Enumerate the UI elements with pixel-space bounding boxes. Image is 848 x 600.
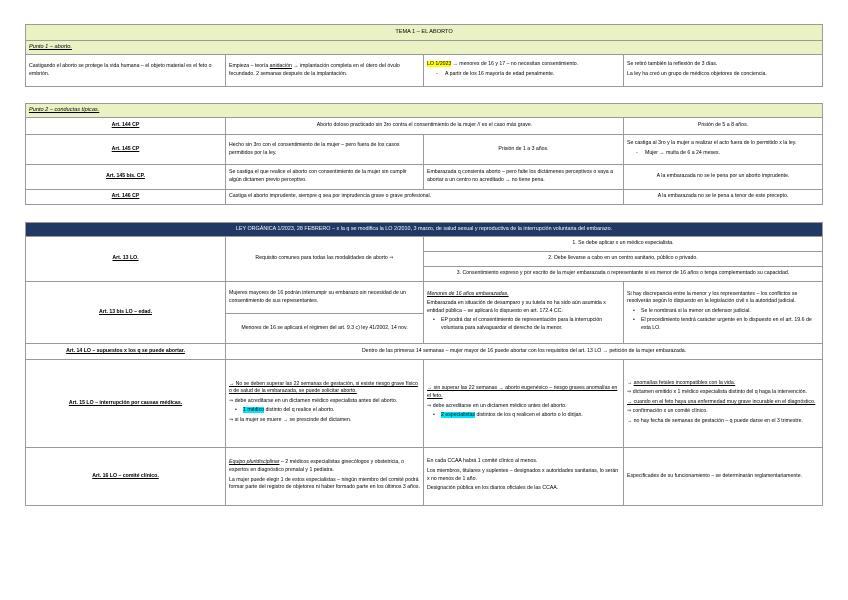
anidacion-term: anidación xyxy=(269,62,292,69)
art-13bis-discrepancia-cell xyxy=(624,282,823,344)
art-15-label: Art. 15 LO – interrupción por causas médicas. xyxy=(26,360,226,448)
art-16-miembros: Los miembros, titulares y suplentes – designados x autoridades sanitarias, lo serán x no menos de 1 año. xyxy=(427,467,619,482)
lo-2023-text: → menores de 16 y 17 – no necesitan consentimiento. xyxy=(451,60,579,67)
art-13bis-menores16: Menores de 16 se aplicará el régimen del art. 9.3 c) ley 41/2002, 14 nov. xyxy=(226,314,424,344)
aborto-definition-cell xyxy=(26,55,226,87)
art-16-mid xyxy=(424,448,624,506)
tema-title: TEMA 1 – EL ABORTO xyxy=(26,25,823,41)
art-145bis-right: A la embarazada no se le pena por un aborto imprudente. xyxy=(624,165,823,190)
ley-heading: LEY ORGÁNICA 1/2023, 28 FEBRERO – x la q se modifica la LO 2/2010, 3 marzo, de salud sexual y reproductiva de la interrupción voluntaria del embarazo. xyxy=(26,223,823,237)
reflexion-text: Se retiró también la reflexión de 3 días. xyxy=(627,60,718,67)
art-15-arrow: → xyxy=(627,379,634,386)
art-145-label: Art. 145 CP xyxy=(26,135,226,165)
art-15-especialistas-highlight: 2 especialistas xyxy=(441,412,476,419)
objetores-text: La ley ha creó un grupo de médicos objetores de conciencia. xyxy=(627,70,767,77)
art-15-right xyxy=(624,360,823,448)
art-16-ccaa: En cada CCAA habrá 1 comité clínico al menos. xyxy=(427,458,538,465)
ley-block xyxy=(25,222,822,506)
art-13bis-procedimiento: • El procedimiento tendrá carácter urgente en lo dispuesto en el art. 19.6 de esta LO. xyxy=(627,317,819,332)
anidacion-pre: Empieza – teoría xyxy=(229,62,270,69)
art-15-eugenesico: → sin superar las 22 semanas → aborto eugenésico – riesgo graves anomalías en el feto. xyxy=(427,385,618,399)
art-145-multa: - Mujer → multa de 6 a 24 meses. xyxy=(627,150,819,158)
anidacion-post: → implantación completa en el útero del óvulo fecundado. 2 semanas después de la implantación. xyxy=(229,62,400,77)
art-16-label: Art. 16 LO – comité clínico. xyxy=(26,448,226,506)
punto2-heading: Punto 2 – conductas típicas. xyxy=(26,104,823,118)
art-13-item: 2. Debe llevarse a cabo en un centro sanitario, público o privado. xyxy=(424,252,823,267)
art-15-left xyxy=(226,360,424,448)
punto1-heading: Punto 1 – aborto. xyxy=(26,41,823,55)
art-13-text: Requisito comunes para todas las modalidades de aborto ⇒ xyxy=(226,237,424,282)
art-146-text: Castiga el aborto imprudente, siempre q sea por imprudencia grave o grave profesional. xyxy=(226,190,624,205)
art-145-text: Hecho sin 3ro con el consentimiento de la mujer – pero fuera de los casos permitidos por la ley. xyxy=(226,135,424,165)
art-146-label: Art. 146 CP xyxy=(26,190,226,205)
tema-block xyxy=(25,24,822,87)
art-13bis-label: Art. 13 bis LO – edad. xyxy=(26,282,226,344)
art-145-right xyxy=(624,135,823,165)
art-144-pena: Prisión de 5 a 8 años. xyxy=(624,118,823,135)
art-15-muerte: ⇒ si la mujer se muere → se prescinde del dictamen. xyxy=(229,416,352,423)
art-145-right-text: Se castiga al 3ro y la mujer a realizar el acto fuera de lo permitido x la ley. xyxy=(627,139,797,146)
art-14-label: Art. 14 LO – supuestos x los q se puede abortar. xyxy=(26,344,226,360)
art-13bis-menores-heading: Menores de 16 años embarazadas. xyxy=(427,290,509,297)
anidacion-cell xyxy=(226,55,424,87)
art-13bis-ep: • EP podrá dar el consentimiento de representación para la interrupción voluntaria para salvaguardar el derecho de la menor. xyxy=(427,317,620,332)
art-145bis-mid: Embarazada q consienta aborto – pero falte los dictámenes perceptivos o vaya a abortar a un centro no acreditado → no tiene pena. xyxy=(424,165,624,190)
art-144-text: Aborto doloso practicado sin 3ro contra el consentimiento de la mujer // es el caso más grave. xyxy=(226,118,624,135)
art-13bis-discrepancia: Si hay discrepancia entre la menor y los representantes – los conflictos se resolverán según lo dispuesto en la legislación civil x la autoridad judicial. xyxy=(627,290,798,305)
art-16-right: Especificades de su funcionamiento – se determinarán reglamentariamente. xyxy=(624,448,823,506)
art-15-mid xyxy=(424,360,624,448)
art-15-enfermedad: → cuando en el feto haya una enfermedad muy grave incurable en el diagnóstico. xyxy=(627,398,816,405)
art-15-anomalias: anomalías fetales incompatibles con la vida. xyxy=(633,379,736,386)
art-13bis-mayores: Mujeres mayores de 16 podrán interrumpir su embarazo sin necesidad de un consentimiento de sus representantes. xyxy=(226,282,424,314)
art-16-equipo: Equipo pluridisciplinar xyxy=(229,459,280,466)
art-14-text: Dentro de las primeras 14 semanas – mujer mayor de 16 puede abortar con los requisitos del art. 13 LO → petición de la mujer embarazada. xyxy=(226,344,823,360)
punto2-block xyxy=(25,103,822,205)
art-15-especialistas-text: distintos de los q realicen el aborto o lo dirijan. xyxy=(475,412,583,419)
art-145-pena: Prisión de 1 a 3 años. xyxy=(424,135,624,165)
art-15-dictamen-1: ⇒ dictamen emitido x 1 médico especialista distinto del q haga la intervención. xyxy=(627,389,807,396)
lo-2023-highlight: LO 1/2023 xyxy=(427,60,452,67)
art-15-dictamen: ⇒ debe acreditarse en un dictamen médico especialista antes del aborto. xyxy=(229,397,398,404)
art-13bis-defensor: • Se le nombrará si la menor un defensor judicial. xyxy=(627,308,819,316)
art-13-label: Art. 13 LO. xyxy=(26,237,226,282)
ley-table xyxy=(25,222,823,506)
art-16-equipo-text: – 2 médicos especialistas ginecólogos y obstetricia, o expertos en diagnóstico prenatal y 1 pediatra. xyxy=(229,459,405,473)
art-16-eleccion: La mujer puede elegir 1 de estos especialistas – ningún miembro del comité podrá formar parte del registro de objetores ni haber formado parte en los últimos 3 años. xyxy=(229,476,420,491)
art-144-label: Art. 144 CP xyxy=(26,118,226,135)
art-15-trimestre: → no hay fecha de semanas de gestación – q puede darse en el 3 trimestre. xyxy=(627,417,803,424)
art-145bis-label: Art. 145 bis. CP. xyxy=(26,165,226,190)
art-146-right: A la embarazada no se le pena a tenor de este precepto. xyxy=(624,190,823,205)
art-13bis-menores-cell xyxy=(424,282,624,344)
art-13-item: 1. Se debe aplicar x un médico especialista. xyxy=(424,237,823,252)
lo-2023-sub: - A partir de los 16 mayoría de edad penalmente. xyxy=(427,71,620,79)
art-13-item: 3. Consentimiento expreso y por escrito de la mujer embarazada o representante si es menor de 16 años o tenga complementado su capacidad. xyxy=(424,267,823,282)
reflexion-cell xyxy=(624,55,823,87)
art-15-dictamen-medico: ⇒ debe acreditarse en un dictamen médico antes del aborto. xyxy=(427,402,567,409)
art-145bis-text: Se castiga el que realice el aborto con consentimiento de la mujer sin cumplir algún dictamen previo perceptivo. xyxy=(226,165,424,190)
tema-table xyxy=(25,24,823,87)
art-16-left xyxy=(226,448,424,506)
aborto-definition-text: Castigando el aborto se protege la vida humana – el objeto material es el feto o embrión. xyxy=(29,62,212,77)
punto2-table xyxy=(25,103,823,205)
art-15-medico-highlight: 1 médico xyxy=(243,407,265,414)
art-15-comite: ⇒ confirmación x un comité clínico. xyxy=(627,408,708,415)
art-15-riesgo: → No se deben superar las 22 semanas de gestación, si existe riesgo grave físico o de salud de la embarazada, se puede solicitar aborto. xyxy=(229,380,418,395)
art-15-medico-text: distinto del q realice el aborto. xyxy=(264,407,335,414)
lo-2023-cell xyxy=(424,55,624,87)
art-16-designacion: Designación pública en los diarios oficiales de las CCAA. xyxy=(427,485,559,492)
art-13bis-desamparo: Embarazada en situación de desamparo y su tutela no ha sido aún asumida x entidad pública – se aplicará lo dispuesto en art. 172.4 CC. xyxy=(427,300,606,314)
